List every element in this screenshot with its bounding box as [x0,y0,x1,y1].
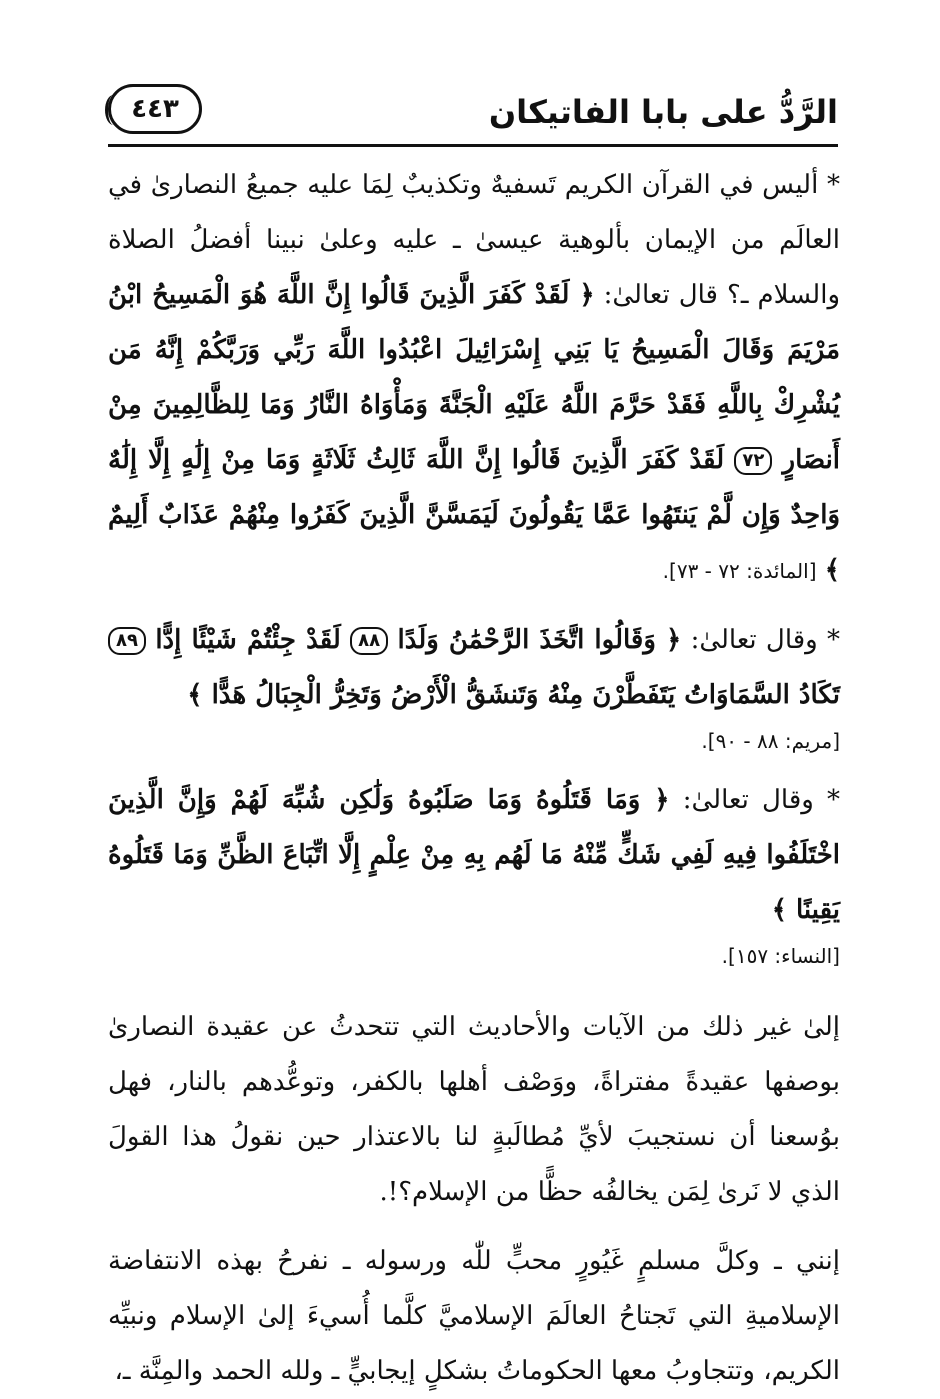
quran-verse: ﴿ لَقَدْ كَفَرَ الَّذِينَ قَالُوا إِنَّ اللَّهَ هُوَ الْمَسِيحُ ابْنُ مَرْيَمَ وَقَالَ الْمَسِيحُ يَا بَنِي إِسْرَائِيلَ اعْبُدُوا اللَّهَ رَبِّي وَرَبَّكُمْ إِنَّهُ مَن يُشْرِكْ بِاللَّهِ فَقَدْ حَرَّمَ اللَّهُ عَلَيْهِ الْجَنَّةَ وَمَأْوَاهُ النَّارُ وَمَا لِلظَّالِمِينَ مِنْ أَنصَارٍ [108,280,841,475]
paragraph-body: إنني ـ وكلَّ مسلمٍ غَيُورٍ محبٍّ للّٰه ورسوله ـ نفرحُ بهذه الانتفاضة الإسلاميةِ التي تَجتاحُ العالَمَ الإسلاميَّ كلَّما أُسيءَ إلىٰ الإسلام ونبيِّه الكريم، وتتجاوبُ معها الحكوماتُ بشكلٍ إيجابيٍّ ـ ولله الحمد والمِنَّة ـ، [108,1246,840,1386]
page-number-frame [108,84,202,134]
quran-verse: تَكَادُ السَّمَاوَاتُ يَتَفَطَّرْنَ مِنْهُ وَتَنشَقُّ الْأَرْضُ وَتَخِرُّ الْجِبَالُ هَدًّا ﴾ [187,680,840,710]
header-divider [108,144,838,147]
page-body [108,158,840,1399]
page-header [108,78,838,148]
paragraph-quran-maidah [108,158,840,599]
paragraph-intro: * وقال تعالىٰ: [682,785,840,815]
quran-verse: ﴿ وَقَالُوا اتَّخَذَ الرَّحْمَٰنُ وَلَدًا [397,625,682,655]
ayah-number-badge: ٧٢ [734,447,772,475]
verse-reference: [مريم: ٨٨ - ٩٠]. [701,729,840,753]
paragraph-body: إلىٰ غير ذلك من الآيات والأحاديث التي تتحدثُ عن عقيدة النصارىٰ بوصفها عقيدةً مفتراةً، ووَصْف أهلها بالكفر، وتوعُّدهم بالنار، فهل بوُسعنا أن نستجيبَ لأيِّ مُطالَبةٍ لنا بالاعتذار حين نقولُ هذا القولَ الذي لا نَرىٰ لِمَن يخالفُه حظًّا من الإسلام؟!. [108,1012,840,1207]
paragraph-quran-nisa [108,773,840,938]
page-number: ٤٤٣ [131,94,179,124]
verse-reference: [المائدة: ٧٢ - ٧٣]. [662,559,817,583]
verse-reference: [النساء: ١٥٧]. [721,944,840,968]
spacer [108,1220,840,1234]
ayah-number-badge: ٨٨ [350,627,388,655]
paragraph-quran-maryam [108,613,840,723]
paragraph-intro: * وقال تعالىٰ: [690,625,841,655]
quran-verse: لَقَدْ جِئْتُمْ شَيْئًا إِدًّا [155,625,341,655]
quran-verse: لَقَدْ كَفَرَ الَّذِينَ قَالُوا إِنَّ اللَّهَ ثَالِثُ ثَلَاثَةٍ وَمَا مِنْ إِلَٰهٍ إِلَّا إِلَٰهٌ وَاحِدٌ وَإِن لَّمْ يَنتَهُوا عَمَّا يَقُولُونَ لَيَمَسَّنَّ الَّذِينَ كَفَرُوا مِنْهُمْ عَذَابٌ أَلِيمٌ ﴾ [108,445,840,585]
spacer [108,974,840,1000]
ayah-number-badge: ٨٩ [108,627,146,655]
quran-verse: ﴿ وَمَا قَتَلُوهُ وَمَا صَلَبُوهُ وَلَٰكِن شُبِّهَ لَهُمْ وَإِنَّ الَّذِينَ اخْتَلَفُوا فِيهِ لَفِي شَكٍّ مِّنْهُ مَا لَهُم بِهِ مِنْ عِلْمٍ إِلَّا اتِّبَاعَ الظَّنِّ وَمَا قَتَلُوهُ يَقِينًا ﴾ [108,785,840,925]
running-title: الرَّدُّ على بابا الفاتيكان [488,93,838,131]
spacer [108,759,840,773]
spacer [108,599,840,613]
paragraph-intro: * أليس في القرآن الكريم تَسفيهٌ وتكذيبٌ لِمَا عليه جميعُ النصارىٰ في العالَم من الإيمان بألوهية عيسىٰ ـ عليه وعلىٰ نبينا أفضلُ الصلاة والسلام ـ؟ قال تعالىٰ: [108,170,841,310]
